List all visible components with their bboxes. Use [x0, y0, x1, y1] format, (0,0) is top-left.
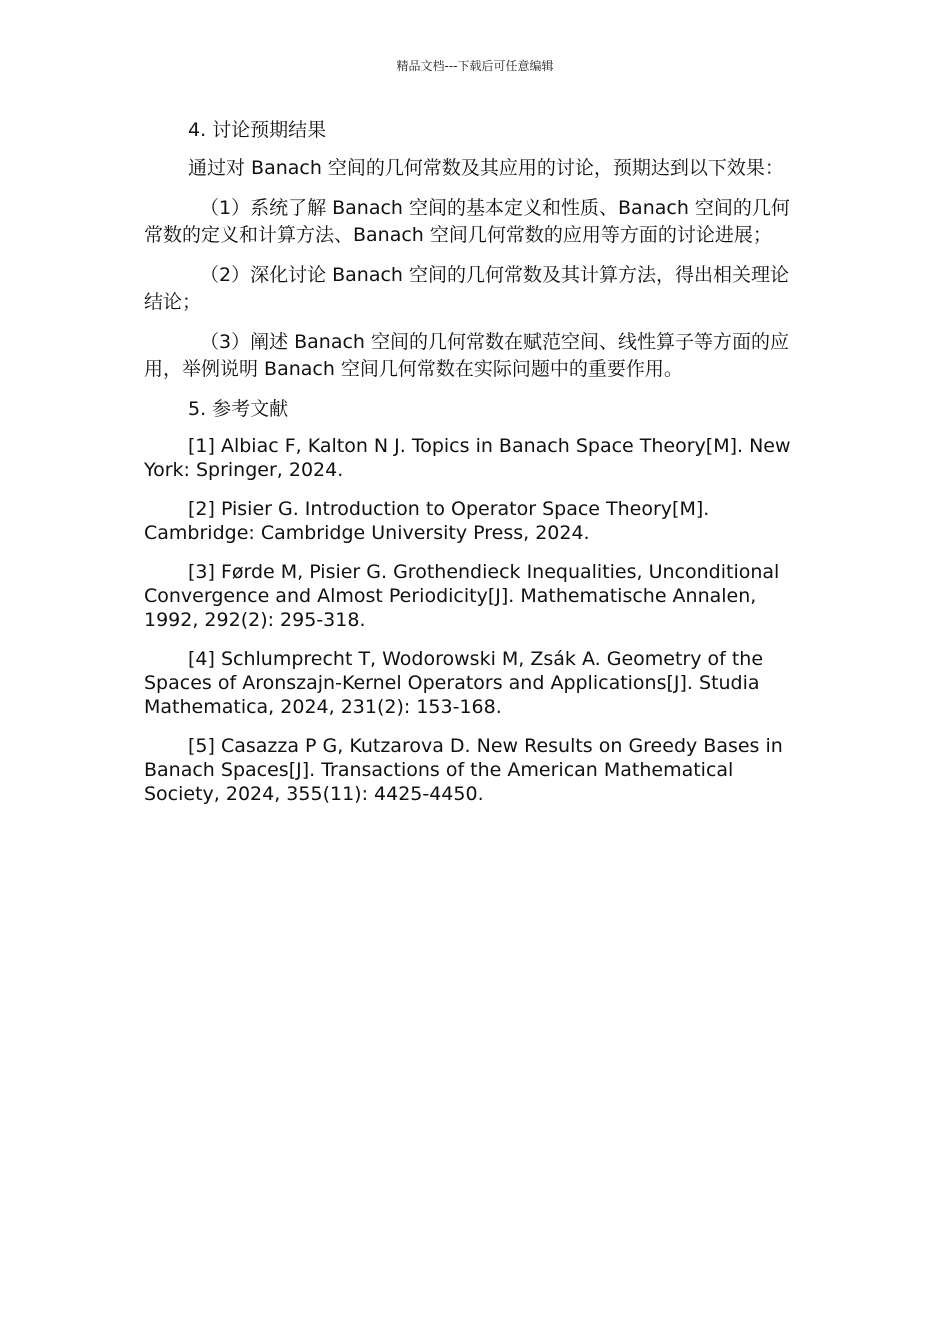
- reference-item-4: [4] Schlumprecht T, Wodorowski M, Zsák A. Geometry of the Spaces of Aronszajn-Kernel Operators and Applications[J]. Studia Mathematica, 2024, 231(2): 153-168.: [144, 648, 764, 718]
- page-header: 精品文档---下载后可任意编辑: [396, 59, 554, 73]
- section-4-heading: 4. 讨论预期结果: [188, 119, 327, 141]
- reference-item-5: [5] Casazza P G, Kutzarova D. New Results on Greedy Bases in Banach Spaces[J]. Transactions of the American Mathematical Society, 2024, 355(11): 4425-4450.: [144, 735, 783, 805]
- section-5-heading: 5. 参考文献: [188, 398, 289, 420]
- expected-result-item-3: （3）阐述 Banach 空间的几何常数在赋范空间、线性算子等方面的应用，举例说明 Banach 空间几何常数在实际问题中的重要作用。: [144, 331, 790, 380]
- reference-item-2: [2] Pisier G. Introduction to Operator Space Theory[M]. Cambridge: Cambridge University Press, 2024.: [144, 498, 710, 544]
- reference-item-3: [3] Førde M, Pisier G. Grothendieck Inequalities, Unconditional Convergence and Almost Periodicity[J]. Mathematische Annalen, 1992, 292(2): 295-318.: [144, 561, 780, 631]
- expected-result-item-2: （2）深化讨论 Banach 空间的几何常数及其计算方法，得出相关理论结论；: [144, 264, 790, 313]
- expected-result-item-1: （1）系统了解 Banach 空间的基本定义和性质、Banach 空间的几何常数的定义和计算方法、Banach 空间几何常数的应用等方面的讨论进展；: [144, 197, 790, 246]
- section-4-intro: 通过对 Banach 空间的几何常数及其应用的讨论，预期达到以下效果：: [188, 157, 784, 179]
- document-body: [144, 117, 808, 821]
- reference-item-1: [1] Albiac F, Kalton N J. Topics in Banach Space Theory[M]. New York: Springer, 2024.: [144, 435, 791, 481]
